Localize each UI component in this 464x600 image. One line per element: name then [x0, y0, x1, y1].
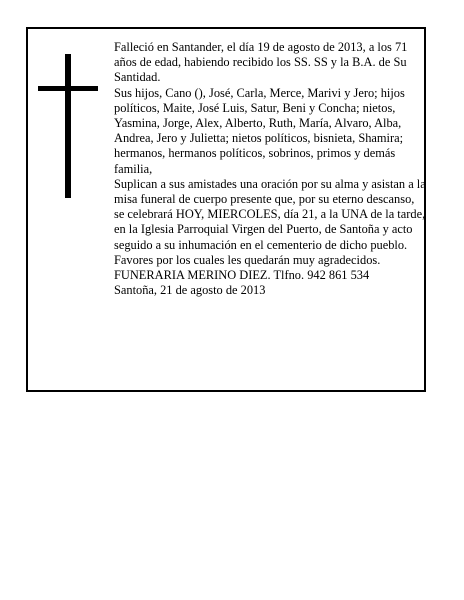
latin-cross-icon	[38, 54, 98, 198]
place-date-line: Santoña, 21 de agosto de 2013	[114, 283, 266, 298]
notice-text	[114, 40, 426, 298]
obituary-notice	[26, 27, 426, 392]
funeral-home-line: FUNERARIA MERINO DIEZ. Tlfno. 942 861 534	[114, 268, 370, 283]
announcement-paragraph: Falleció en Santander, el día 19 de agosto de 2013, a los 71 años de edad, habiendo recibido los SS. SS y la B.A. de Su Santidad.	[114, 40, 408, 85]
cross-vertical-bar	[65, 54, 71, 198]
family-paragraph: Sus hijos, Cano (), José, Carla, Merce, Marivi y Jero; hijos políticos, Maite, José Luis, Satur, Beni y Concha; nietos, Yasmina, Jorge, Alex, Alberto, Ruth, María, Alvaro, Alba, Andrea, Jero y Julietta; nietos políticos, bisnieta, Shamira; hermanos, hermanos políticos, sobrinos, primos y demás familia,	[114, 85, 405, 176]
request-paragraph: Suplican a sus amistades una oración por su alma y asistan a la misa funeral de cuerpo presente que, por su eterno descanso, se celebrará HOY, MIERCOLES, día 21, a la UNA de la tarde, en la Iglesia Parroquial Virgen del Puerto, de Santoña y acto seguido a su inhumación en el cementerio de dicho pueblo. Favores por los cuales les quedarán muy agradecidos.	[114, 176, 426, 267]
cross-horizontal-bar	[38, 86, 98, 91]
